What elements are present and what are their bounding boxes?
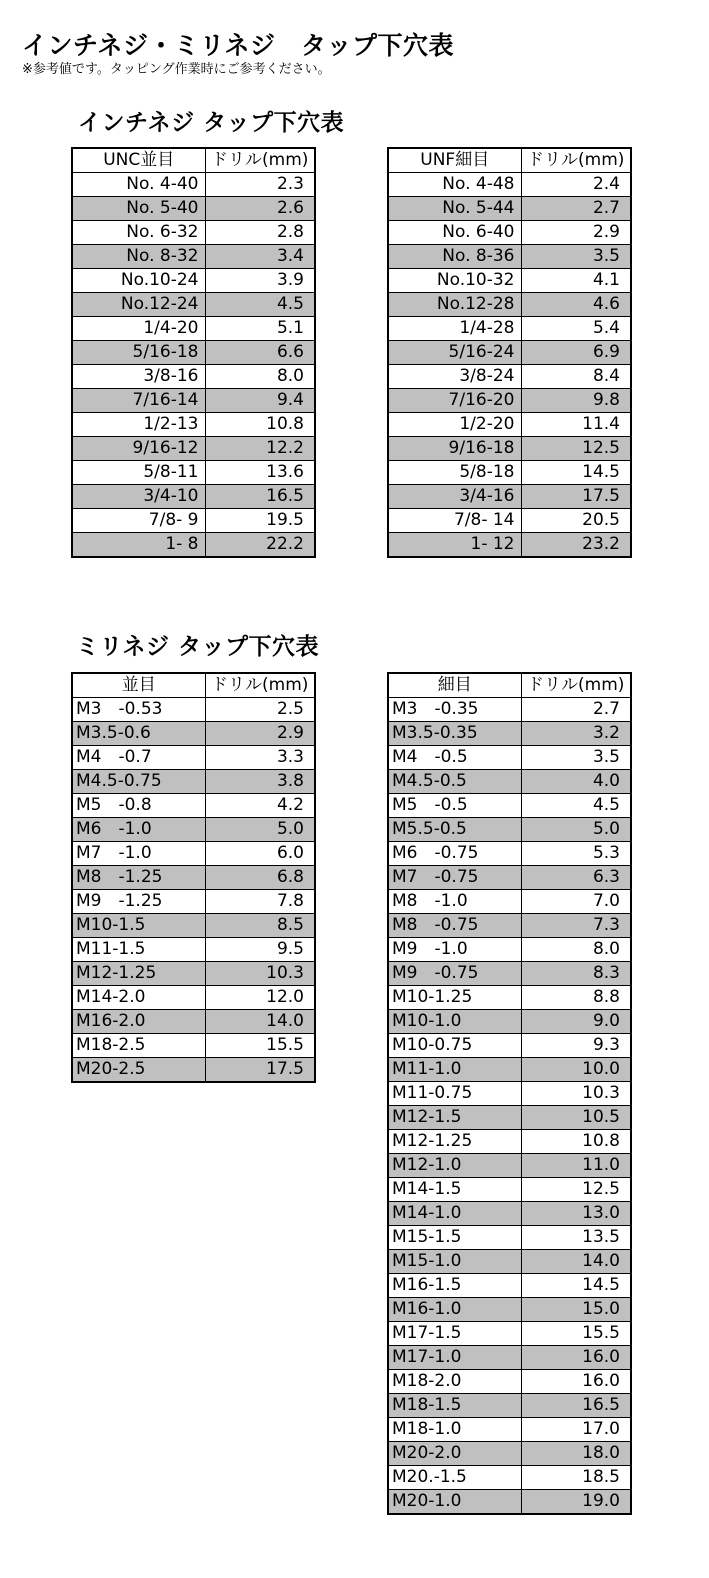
table-row bbox=[388, 1154, 631, 1178]
drill-size-cell: 12.5 bbox=[521, 437, 631, 461]
table-row bbox=[388, 1106, 631, 1130]
thread-size-cell: M9 -1.0 bbox=[388, 938, 521, 962]
table-row bbox=[72, 317, 315, 341]
reference-note: ※参考値です。タッピング作業時にご参考ください。 bbox=[22, 62, 331, 77]
thread-size-cell: No. 8-36 bbox=[388, 245, 521, 269]
thread-size-cell: M14-2.0 bbox=[72, 986, 205, 1010]
table-row bbox=[388, 1058, 631, 1082]
thread-size-cell: M10-0.75 bbox=[388, 1034, 521, 1058]
table-row bbox=[388, 293, 631, 317]
drill-size-cell: 15.0 bbox=[521, 1298, 631, 1322]
thread-size-cell: M5 -0.8 bbox=[72, 794, 205, 818]
table-row bbox=[388, 245, 631, 269]
thread-size-cell: M10-1.25 bbox=[388, 986, 521, 1010]
table-row bbox=[388, 1082, 631, 1106]
table-row bbox=[388, 365, 631, 389]
thread-size-cell: 3/4-10 bbox=[72, 485, 205, 509]
drill-size-cell: 13.6 bbox=[205, 461, 315, 485]
drill-size-cell: 6.0 bbox=[205, 842, 315, 866]
table-row bbox=[72, 1058, 315, 1083]
thread-size-cell: M10-1.0 bbox=[388, 1010, 521, 1034]
drill-size-cell: 8.0 bbox=[205, 365, 315, 389]
thread-size-cell: M3 -0.35 bbox=[388, 698, 521, 722]
table-row bbox=[72, 341, 315, 365]
metric-fine-table bbox=[387, 672, 632, 1515]
drill-size-cell: 6.6 bbox=[205, 341, 315, 365]
drill-size-cell: 7.8 bbox=[205, 890, 315, 914]
thread-size-cell: M4.5-0.75 bbox=[72, 770, 205, 794]
table-row bbox=[388, 389, 631, 413]
thread-size-cell: 1- 12 bbox=[388, 533, 521, 558]
drill-size-cell: 11.0 bbox=[521, 1154, 631, 1178]
metric-coarse-table bbox=[71, 672, 316, 1083]
drill-size-cell: 10.5 bbox=[521, 1106, 631, 1130]
table-row bbox=[72, 509, 315, 533]
thread-size-cell: M6 -1.0 bbox=[72, 818, 205, 842]
table-row bbox=[388, 1490, 631, 1515]
table-row bbox=[72, 173, 315, 197]
thread-size-cell: 9/16-18 bbox=[388, 437, 521, 461]
table-row bbox=[388, 461, 631, 485]
thread-size-cell: M12-1.25 bbox=[72, 962, 205, 986]
thread-size-cell: No.12-28 bbox=[388, 293, 521, 317]
drill-size-cell: 2.6 bbox=[205, 197, 315, 221]
thread-size-cell: 3/8-16 bbox=[72, 365, 205, 389]
table-row bbox=[72, 197, 315, 221]
unf-header-thread: UNF細目 bbox=[388, 148, 521, 173]
drill-size-cell: 10.0 bbox=[521, 1058, 631, 1082]
drill-size-cell: 18.0 bbox=[521, 1442, 631, 1466]
drill-size-cell: 7.0 bbox=[521, 890, 631, 914]
thread-size-cell: M4.5-0.5 bbox=[388, 770, 521, 794]
table-row bbox=[388, 722, 631, 746]
table-row bbox=[388, 1034, 631, 1058]
thread-size-cell: M12-1.25 bbox=[388, 1130, 521, 1154]
table-row bbox=[388, 509, 631, 533]
drill-size-cell: 13.0 bbox=[521, 1202, 631, 1226]
coarse-header-thread: 並目 bbox=[72, 673, 205, 698]
drill-size-cell: 5.0 bbox=[205, 818, 315, 842]
thread-size-cell: No. 8-32 bbox=[72, 245, 205, 269]
thread-size-cell: M4 -0.5 bbox=[388, 746, 521, 770]
drill-size-cell: 16.0 bbox=[521, 1370, 631, 1394]
drill-size-cell: 4.5 bbox=[205, 293, 315, 317]
table-row bbox=[72, 269, 315, 293]
table-row bbox=[388, 341, 631, 365]
thread-size-cell: M8 -0.75 bbox=[388, 914, 521, 938]
table-row bbox=[388, 1370, 631, 1394]
drill-size-cell: 2.7 bbox=[521, 698, 631, 722]
thread-size-cell: M9 -0.75 bbox=[388, 962, 521, 986]
drill-size-cell: 12.2 bbox=[205, 437, 315, 461]
thread-size-cell: 7/8- 14 bbox=[388, 509, 521, 533]
drill-size-cell: 19.5 bbox=[205, 509, 315, 533]
thread-size-cell: No. 6-40 bbox=[388, 221, 521, 245]
table-row bbox=[388, 533, 631, 558]
fine-header-thread: 細目 bbox=[388, 673, 521, 698]
unf-header-drill: ドリル(mm) bbox=[521, 148, 631, 173]
table-row bbox=[72, 533, 315, 558]
drill-size-cell: 4.0 bbox=[521, 770, 631, 794]
table-row bbox=[72, 437, 315, 461]
drill-size-cell: 4.1 bbox=[521, 269, 631, 293]
table-row bbox=[388, 890, 631, 914]
thread-size-cell: M5.5-0.5 bbox=[388, 818, 521, 842]
drill-size-cell: 3.5 bbox=[521, 245, 631, 269]
drill-size-cell: 11.4 bbox=[521, 413, 631, 437]
table-row bbox=[72, 842, 315, 866]
table-row bbox=[388, 1250, 631, 1274]
thread-size-cell: M6 -0.75 bbox=[388, 842, 521, 866]
table-row bbox=[72, 1010, 315, 1034]
drill-size-cell: 5.3 bbox=[521, 842, 631, 866]
table-row bbox=[72, 962, 315, 986]
thread-size-cell: M18-2.0 bbox=[388, 1370, 521, 1394]
drill-size-cell: 12.5 bbox=[521, 1178, 631, 1202]
drill-size-cell: 10.3 bbox=[521, 1082, 631, 1106]
table-row bbox=[388, 173, 631, 197]
table-row bbox=[388, 1346, 631, 1370]
table-row bbox=[72, 698, 315, 722]
table-row bbox=[72, 245, 315, 269]
table-row bbox=[72, 866, 315, 890]
drill-size-cell: 6.8 bbox=[205, 866, 315, 890]
thread-size-cell: M3.5-0.6 bbox=[72, 722, 205, 746]
table-row bbox=[388, 770, 631, 794]
drill-size-cell: 7.3 bbox=[521, 914, 631, 938]
table-row bbox=[72, 461, 315, 485]
table-row bbox=[72, 746, 315, 770]
drill-size-cell: 17.0 bbox=[521, 1418, 631, 1442]
thread-size-cell: 1/2-13 bbox=[72, 413, 205, 437]
table-row bbox=[72, 890, 315, 914]
thread-size-cell: M12-1.5 bbox=[388, 1106, 521, 1130]
table-row bbox=[72, 794, 315, 818]
drill-size-cell: 22.2 bbox=[205, 533, 315, 558]
drill-size-cell: 17.5 bbox=[205, 1058, 315, 1083]
drill-size-cell: 4.2 bbox=[205, 794, 315, 818]
thread-size-cell: 3/8-24 bbox=[388, 365, 521, 389]
thread-size-cell: 5/8-18 bbox=[388, 461, 521, 485]
thread-size-cell: M18-2.5 bbox=[72, 1034, 205, 1058]
table-row bbox=[388, 986, 631, 1010]
unc-coarse-table bbox=[71, 147, 316, 558]
table-row bbox=[388, 842, 631, 866]
table-row bbox=[388, 962, 631, 986]
thread-size-cell: 7/16-14 bbox=[72, 389, 205, 413]
thread-size-cell: M7 -0.75 bbox=[388, 866, 521, 890]
table-row bbox=[388, 1274, 631, 1298]
drill-size-cell: 16.5 bbox=[205, 485, 315, 509]
thread-size-cell: M3.5-0.35 bbox=[388, 722, 521, 746]
drill-size-cell: 14.0 bbox=[205, 1010, 315, 1034]
table-row bbox=[72, 818, 315, 842]
drill-size-cell: 2.8 bbox=[205, 221, 315, 245]
thread-size-cell: M7 -1.0 bbox=[72, 842, 205, 866]
drill-size-cell: 23.2 bbox=[521, 533, 631, 558]
table-row bbox=[72, 485, 315, 509]
drill-size-cell: 15.5 bbox=[205, 1034, 315, 1058]
drill-size-cell: 3.4 bbox=[205, 245, 315, 269]
drill-size-cell: 17.5 bbox=[521, 485, 631, 509]
page-title: インチネジ・ミリネジ タップ下穴表 bbox=[22, 31, 455, 60]
thread-size-cell: No. 6-32 bbox=[72, 221, 205, 245]
drill-size-cell: 2.5 bbox=[205, 698, 315, 722]
thread-size-cell: 5/16-18 bbox=[72, 341, 205, 365]
drill-size-cell: 2.7 bbox=[521, 197, 631, 221]
drill-size-cell: 13.5 bbox=[521, 1226, 631, 1250]
table-row bbox=[388, 485, 631, 509]
thread-size-cell: M15-1.5 bbox=[388, 1226, 521, 1250]
drill-size-cell: 10.3 bbox=[205, 962, 315, 986]
drill-size-cell: 14.5 bbox=[521, 1274, 631, 1298]
coarse-header-drill: ドリル(mm) bbox=[205, 673, 315, 698]
metric-section-title: ミリネジ タップ下穴表 bbox=[76, 634, 320, 660]
drill-size-cell: 6.9 bbox=[521, 341, 631, 365]
thread-size-cell: 1- 8 bbox=[72, 533, 205, 558]
table-row bbox=[72, 221, 315, 245]
thread-size-cell: M20-2.5 bbox=[72, 1058, 205, 1083]
thread-size-cell: 7/8- 9 bbox=[72, 509, 205, 533]
thread-size-cell: No. 4-48 bbox=[388, 173, 521, 197]
fine-header-drill: ドリル(mm) bbox=[521, 673, 631, 698]
drill-size-cell: 6.3 bbox=[521, 866, 631, 890]
drill-size-cell: 20.5 bbox=[521, 509, 631, 533]
unc-header-thread: UNC並目 bbox=[72, 148, 205, 173]
drill-size-cell: 9.3 bbox=[521, 1034, 631, 1058]
drill-size-cell: 15.5 bbox=[521, 1322, 631, 1346]
drill-size-cell: 18.5 bbox=[521, 1466, 631, 1490]
drill-size-cell: 16.5 bbox=[521, 1394, 631, 1418]
thread-size-cell: 1/2-20 bbox=[388, 413, 521, 437]
thread-size-cell: M11-1.0 bbox=[388, 1058, 521, 1082]
table-row bbox=[72, 722, 315, 746]
drill-size-cell: 9.5 bbox=[205, 938, 315, 962]
inch-section-title: インチネジ タップ下穴表 bbox=[78, 110, 345, 136]
table-row bbox=[388, 1466, 631, 1490]
thread-size-cell: No. 5-44 bbox=[388, 197, 521, 221]
table-row bbox=[388, 818, 631, 842]
drill-size-cell: 2.4 bbox=[521, 173, 631, 197]
thread-size-cell: M15-1.0 bbox=[388, 1250, 521, 1274]
drill-size-cell: 19.0 bbox=[521, 1490, 631, 1515]
thread-size-cell: M3 -0.53 bbox=[72, 698, 205, 722]
thread-size-cell: M8 -1.0 bbox=[388, 890, 521, 914]
drill-size-cell: 3.9 bbox=[205, 269, 315, 293]
table-row bbox=[72, 293, 315, 317]
thread-size-cell: 7/16-20 bbox=[388, 389, 521, 413]
drill-size-cell: 9.0 bbox=[521, 1010, 631, 1034]
drill-size-cell: 14.5 bbox=[521, 461, 631, 485]
table-row bbox=[388, 437, 631, 461]
table-row bbox=[388, 938, 631, 962]
drill-size-cell: 3.2 bbox=[521, 722, 631, 746]
table-row bbox=[388, 413, 631, 437]
drill-size-cell: 16.0 bbox=[521, 1346, 631, 1370]
drill-size-cell: 9.4 bbox=[205, 389, 315, 413]
drill-size-cell: 2.9 bbox=[205, 722, 315, 746]
table-row bbox=[72, 413, 315, 437]
table-row bbox=[388, 1202, 631, 1226]
table-row bbox=[388, 1442, 631, 1466]
thread-size-cell: No. 4-40 bbox=[72, 173, 205, 197]
drill-size-cell: 14.0 bbox=[521, 1250, 631, 1274]
unc-header-drill: ドリル(mm) bbox=[205, 148, 315, 173]
drill-size-cell: 8.3 bbox=[521, 962, 631, 986]
thread-size-cell: M10-1.5 bbox=[72, 914, 205, 938]
table-row bbox=[72, 389, 315, 413]
table-row bbox=[388, 914, 631, 938]
thread-size-cell: M20-2.0 bbox=[388, 1442, 521, 1466]
drill-size-cell: 3.5 bbox=[521, 746, 631, 770]
thread-size-cell: 1/4-20 bbox=[72, 317, 205, 341]
table-row bbox=[388, 1394, 631, 1418]
thread-size-cell: M4 -0.7 bbox=[72, 746, 205, 770]
table-row bbox=[388, 794, 631, 818]
drill-size-cell: 10.8 bbox=[205, 413, 315, 437]
drill-size-cell: 12.0 bbox=[205, 986, 315, 1010]
drill-size-cell: 2.9 bbox=[521, 221, 631, 245]
drill-size-cell: 4.5 bbox=[521, 794, 631, 818]
table-row bbox=[388, 269, 631, 293]
thread-size-cell: No.10-24 bbox=[72, 269, 205, 293]
thread-size-cell: M16-2.0 bbox=[72, 1010, 205, 1034]
drill-size-cell: 8.8 bbox=[521, 986, 631, 1010]
table-row bbox=[388, 1298, 631, 1322]
thread-size-cell: M20.-1.5 bbox=[388, 1466, 521, 1490]
table-row bbox=[388, 1010, 631, 1034]
unf-fine-table bbox=[387, 147, 632, 558]
thread-size-cell: M16-1.5 bbox=[388, 1274, 521, 1298]
table-row bbox=[388, 1178, 631, 1202]
thread-size-cell: M5 -0.5 bbox=[388, 794, 521, 818]
thread-size-cell: No. 5-40 bbox=[72, 197, 205, 221]
drill-size-cell: 2.3 bbox=[205, 173, 315, 197]
drill-size-cell: 8.0 bbox=[521, 938, 631, 962]
table-row bbox=[388, 1130, 631, 1154]
thread-size-cell: M14-1.0 bbox=[388, 1202, 521, 1226]
thread-size-cell: M17-1.5 bbox=[388, 1322, 521, 1346]
drill-size-cell: 5.1 bbox=[205, 317, 315, 341]
drill-size-cell: 3.3 bbox=[205, 746, 315, 770]
drill-size-cell: 5.4 bbox=[521, 317, 631, 341]
thread-size-cell: M9 -1.25 bbox=[72, 890, 205, 914]
thread-size-cell: M16-1.0 bbox=[388, 1298, 521, 1322]
table-row bbox=[388, 221, 631, 245]
thread-size-cell: M18-1.0 bbox=[388, 1418, 521, 1442]
table-row bbox=[72, 770, 315, 794]
drill-size-cell: 9.8 bbox=[521, 389, 631, 413]
table-row bbox=[72, 938, 315, 962]
table-row bbox=[72, 1034, 315, 1058]
thread-size-cell: M20-1.0 bbox=[388, 1490, 521, 1515]
table-row bbox=[72, 365, 315, 389]
thread-size-cell: M18-1.5 bbox=[388, 1394, 521, 1418]
thread-size-cell: 3/4-16 bbox=[388, 485, 521, 509]
thread-size-cell: No.10-32 bbox=[388, 269, 521, 293]
table-row bbox=[388, 1226, 631, 1250]
table-row bbox=[388, 746, 631, 770]
thread-size-cell: M8 -1.25 bbox=[72, 866, 205, 890]
drill-size-cell: 10.8 bbox=[521, 1130, 631, 1154]
thread-size-cell: No.12-24 bbox=[72, 293, 205, 317]
thread-size-cell: M14-1.5 bbox=[388, 1178, 521, 1202]
thread-size-cell: 1/4-28 bbox=[388, 317, 521, 341]
thread-size-cell: 9/16-12 bbox=[72, 437, 205, 461]
table-row bbox=[388, 317, 631, 341]
table-row bbox=[388, 1418, 631, 1442]
table-row bbox=[388, 698, 631, 722]
table-row bbox=[388, 866, 631, 890]
drill-size-cell: 8.5 bbox=[205, 914, 315, 938]
thread-size-cell: 5/16-24 bbox=[388, 341, 521, 365]
drill-size-cell: 5.0 bbox=[521, 818, 631, 842]
thread-size-cell: M12-1.0 bbox=[388, 1154, 521, 1178]
thread-size-cell: M11-1.5 bbox=[72, 938, 205, 962]
drill-size-cell: 8.4 bbox=[521, 365, 631, 389]
drill-size-cell: 3.8 bbox=[205, 770, 315, 794]
table-row bbox=[388, 1322, 631, 1346]
table-row bbox=[388, 197, 631, 221]
table-row bbox=[72, 986, 315, 1010]
thread-size-cell: M11-0.75 bbox=[388, 1082, 521, 1106]
drill-size-cell: 4.6 bbox=[521, 293, 631, 317]
thread-size-cell: 5/8-11 bbox=[72, 461, 205, 485]
table-row bbox=[72, 914, 315, 938]
thread-size-cell: M17-1.0 bbox=[388, 1346, 521, 1370]
